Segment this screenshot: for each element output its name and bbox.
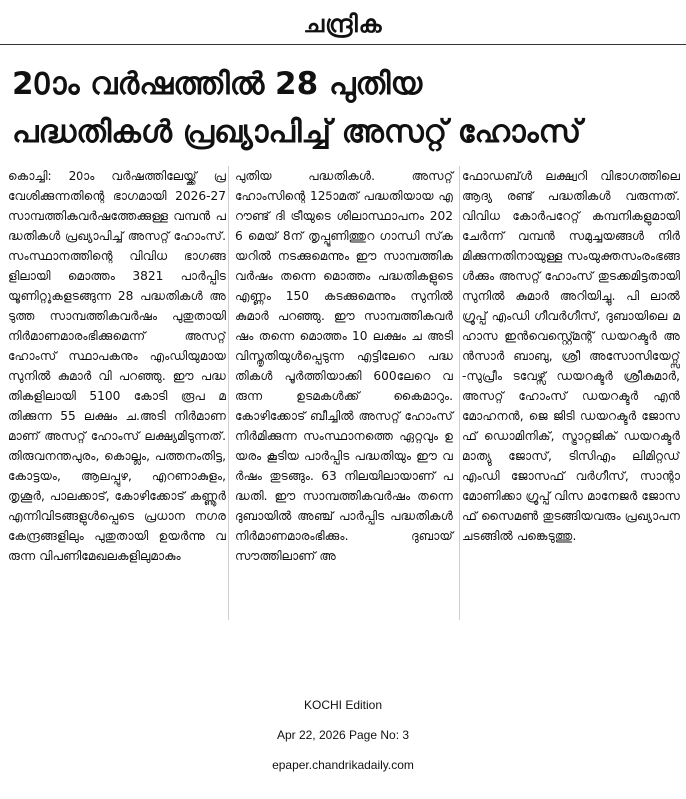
source-url[interactable]: epaper.chandrikadaily.com xyxy=(272,758,414,772)
article-column-1: കൊച്ചി: 20ാം വർഷത്തിലേയ്ക്ക് പ്രവേശിക്കുന്നതിന്റെ ഭാഗമായി 2026-27 സാമ്പത്തികവർഷത്തേക്കുള്ള വമ്പൻ പദ്ധതികൾ പ്രഖ്യാപിച്ച് അസറ്റ് ഹോംസ്. സംസ്ഥാനത്തിന്റെ വിവിധ ഭാഗങ്ങളിലായി മൊത്തം 3821 പാർപ്പിട യൂണിറ്റുകളടങ്ങുന്ന 28 പദ്ധതികൾ അടുത്ത സാമ്പത്തികവർഷം പുതുതായി നിർമാണമാരംഭിക്കുമെന്ന് അസറ്റ് ഹോംസ് സ്ഥാപകനും എംഡിയുമായ സുനിൽ കുമാർ വി പറഞ്ഞു. ഈ പദ്ധതികളിലായി 5100 കോടി രൂപ മതിക്കുന്ന 55 ലക്ഷം ച.അടി നിർമാണമാണ് അസറ്റ് ഹോംസ് ലക്ഷ്യമിടുന്നത്. തിരുവനന്തപുരം, കൊല്ലം, പത്തനംതിട്ട, കോട്ടയം, ആലപ്പുഴ, എറണാകുളം, തൃശൂർ, പാലക്കാട്, കോഴിക്കോട് കണ്ണൂർ എന്നിവിടങ്ങളുൾപ്പെടെ പ്രധാന നഗരകേന്ദ്രങ്ങളിലും പുതുതായി ഉയർന്നു വരുന്ന വിപണിമേഖലകളിലുമാകും xyxy=(8,169,226,563)
headline-line-1: 20ാം വർഷത്തിൽ 28 പുതിയ xyxy=(12,66,423,102)
headline xyxy=(12,60,678,156)
masthead: ചന്ദ്രിക xyxy=(303,10,383,38)
article-body xyxy=(8,166,680,620)
article-column-3: ഫോഡബ്ൾ ലക്ഷ്വറി വിഭാഗത്തിലെ ആദ്യ രണ്ട് പദ്ധതികൾ വരുന്നത്. വിവിധ കോർപറേറ്റ് കമ്പനികളുമായി ചേർന്ന് വമ്പൻ സമുച്ചയങ്ങൾ നിർമിക്കുന്നതിനായുള്ള സംയുക്തസംരംഭങ്ങൾക്കും അസറ്റ് ഹോംസ് തുടക്കമിട്ടതായി സുനിൽ കുമാർ അറിയിച്ചു. പി ലാൽ ഗ്രൂപ്പ് എംഡി ഗീവർഗീസ്, ദുബായിലെ മഹാസ ഇൻവെസ്റ്റ്മെന്റ് ഡയറക്ടർ അൻസാർ ബാബു, ശ്രീ അസോസിയേറ്റ്സ് -സുപ്രീം ടവേഴ്സ് ഡയറക്ടർ ശ്രീകുമാർ, അസറ്റ് ഹോംസ് ഡയറക്ടർ എൻ മോഹനൻ, ജെ ജിടി ഡയറക്ടർ ജോസഫ് ഡൊമിനിക്, സ്ട്രാറ്റജിക് ഡയറക്ടർ മാത്യു ജോസ്, ടിസിഎം ലിമിറ്റഡ് എംഡി ജോസഫ് വർഗീസ്, സാന്റാ മോണിക്കാ ഗ്രൂപ്പ് വിസ മാനേജർ ജോസഫ് സൈമൺ തുടങ്ങിയവരും പ്രഖ്യാപന ചടങ്ങിൽ പങ്കെടുത്തു. xyxy=(462,169,680,543)
headline-line-2: പദ്ധതികൾ പ്രഖ്യാപിച്ച് അസറ്റ് ഹോംസ് xyxy=(12,114,582,150)
edition-label: KOCHI Edition xyxy=(303,698,383,712)
masthead-rule xyxy=(0,44,686,45)
date-page-label: Apr 22, 2026 Page No: 3 xyxy=(276,728,410,742)
article-column-2: പുതിയ പദ്ധതികൾ. അസറ്റ് ഹോംസിന്റെ 125ാമത് പദ്ധതിയായ എറൗണ്ട് ദി ട്രീയുടെ ശിലാസ്ഥാപനം 2026 മെയ് 8ന് തൃപ്പൂണിത്തുറ ഗാന്ധി സ്‌കയറിൽ നടക്കുമെന്നും ഈ സാമ്പത്തികവർഷം തന്നെ മൊത്തം പദ്ധതികളുടെ എണ്ണം 150 കടക്കുമെന്നും സുനിൽ കുമാർ പറഞ്ഞു. ഈ സാമ്പത്തികവർഷം തന്നെ മൊത്തം 10 ലക്ഷം ച അടി വിസ്തൃതിയുൾപ്പെടുന്ന എട്ടിലേറെ പദ്ധതികൾ പൂർത്തിയാക്കി 600ലേറെ വരുന്ന ഉടമകൾക്ക് കൈമാറും. കോഴിക്കോട് ബീച്ചിൽ അസറ്റ് ഹോംസ് നിർമിക്കുന്ന സംസ്ഥാനത്തെ ഏറ്റവും ഉയരം കൂടിയ പാർപ്പിട പദ്ധതിയും ഈ വർഷം തുടങ്ങും. 63 നിലയിലായാണ് പദ്ധതി. ഈ സാമ്പത്തികവർഷം തന്നെ ദുബായിൽ അഞ്ച് പാർപ്പിട പദ്ധതികൾ നിർമാണമാരംഭിക്കും. ദുബായ് സൗത്തിലാണ് അ xyxy=(228,166,460,620)
